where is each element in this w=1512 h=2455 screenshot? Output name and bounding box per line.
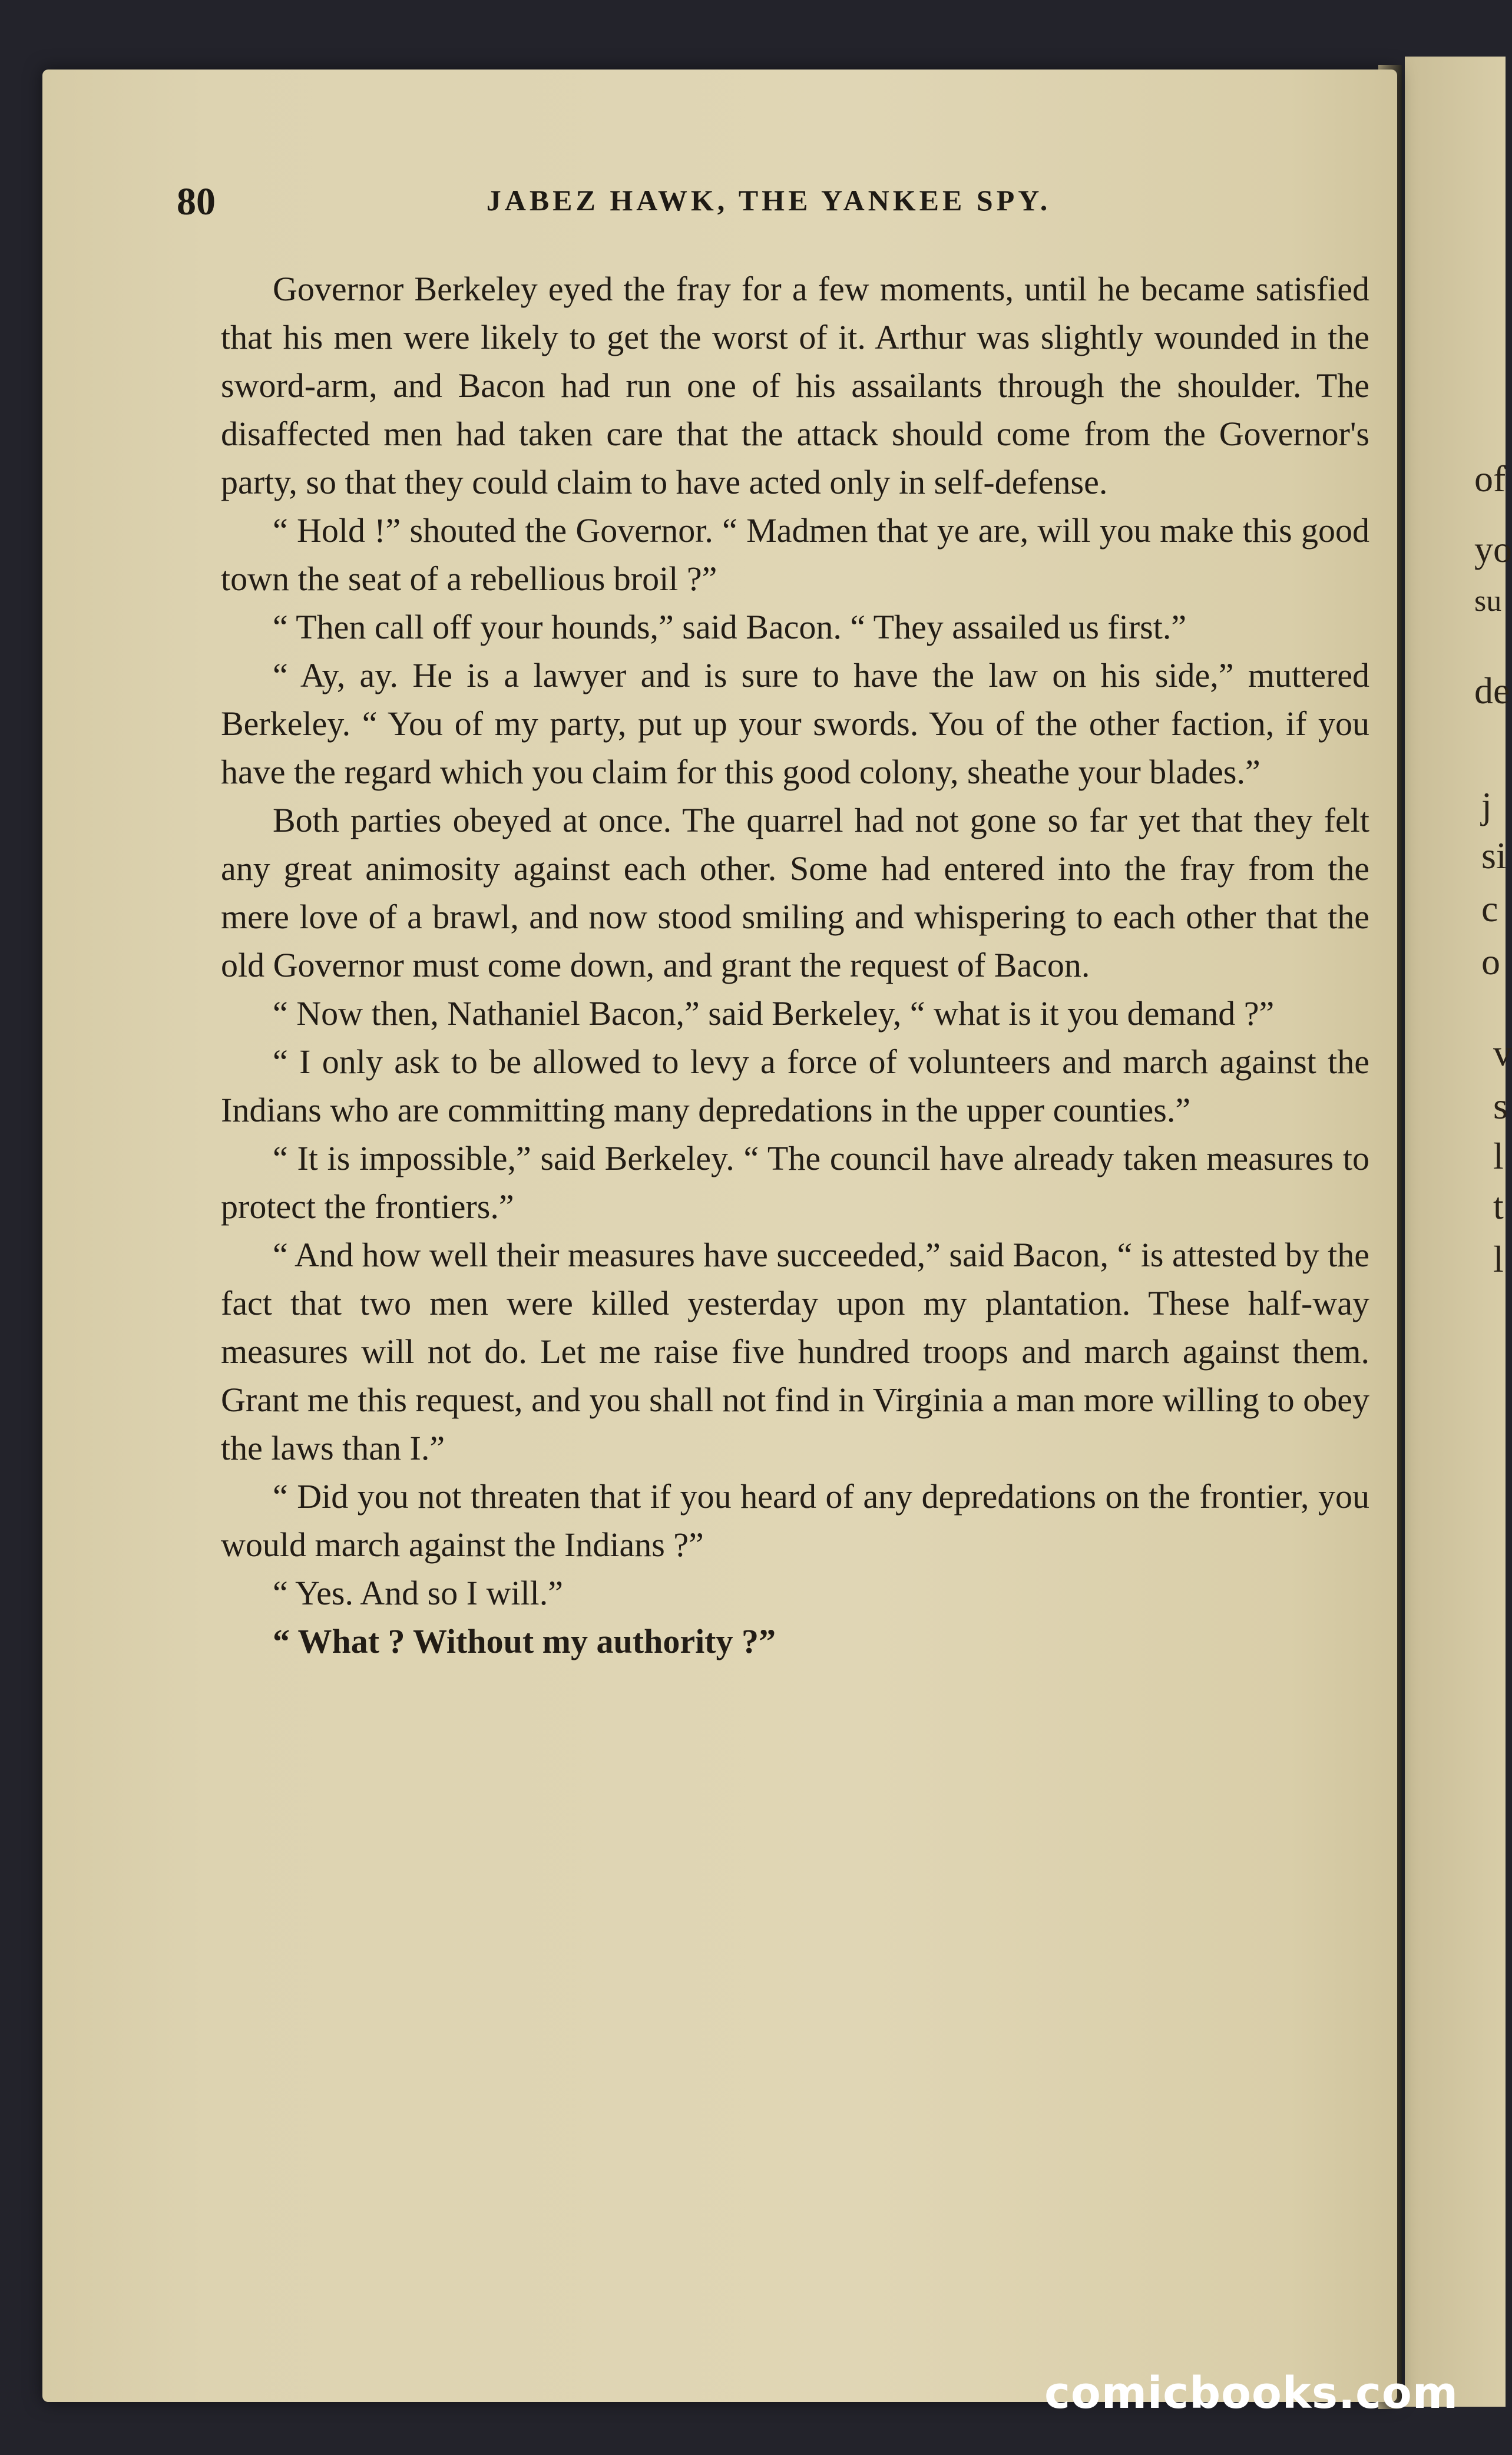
running-head: JABEZ HAWK, THE YANKEE SPY. (486, 184, 1051, 217)
paragraph: “ And how well their measures have succeeded,” said Bacon, “ is attested by the fact that two men were killed yesterday upon my plantation. These half-way measures will not do. Let me raise five hundred troops and march against them. Grant me this request, and you shall not find in Virginia a man more willing to obey the laws than I.” (221, 1236, 1369, 1467)
page-number: 80 (177, 180, 216, 223)
facing-page-fragment: l (1493, 1238, 1504, 1280)
facing-page-fragment: v (1493, 1032, 1512, 1074)
site-watermark: comicbooks.com (1044, 2368, 1458, 2418)
page-header (177, 180, 1361, 233)
facing-page-fragment: of (1474, 458, 1506, 499)
paragraph: “ Ay, ay. He is a lawyer and is sure to have the law on his side,” muttered Berkeley. “ You of my party, put up your swords. You of the other faction, if you have the regard which you claim for this good colony, sheathe your blades.” (221, 656, 1369, 791)
paragraph: “ Then call off your hounds,” said Bacon. “ They assailed us first.” (273, 608, 1187, 646)
paragraph: “ Yes. And so I will.” (273, 1574, 564, 1612)
paragraph: “ Now then, Nathaniel Bacon,” said Berkeley, “ what is it you demand ?” (273, 994, 1275, 1033)
facing-page-fragment: j (1481, 785, 1492, 826)
facing-page-edge (1405, 57, 1512, 2407)
paragraph: Both parties obeyed at once. The quarrel had not gone so far yet that they felt any great animosity against each other. Some had entered into the fray from the mere love of a brawl, and now stood smiling and whispering to each other that the old Governor must come down, and grant the request of Bacon. (221, 801, 1369, 984)
facing-page-fragment: yo (1474, 528, 1512, 570)
facing-page-fragment: c (1481, 888, 1498, 929)
facing-page-fragment: de (1474, 670, 1510, 712)
facing-page-fragment: t (1493, 1185, 1504, 1227)
facing-page-fragment: o (1481, 941, 1500, 982)
paragraph: “ What ? Without my authority ?” (273, 1622, 776, 1660)
facing-page-fragment: si (1481, 835, 1507, 876)
facing-page-fragment: su (1474, 584, 1502, 618)
paragraph: “ Did you not threaten that if you heard of any depredations on the frontier, you would march against the Indians ?” (221, 1477, 1369, 1564)
paragraph: “ Hold !” shouted the Governor. “ Madmen that ye are, will you make this good town the seat of a rebellious broil ?” (221, 511, 1369, 598)
facing-page-fragment: s (1493, 1085, 1508, 1127)
paragraph: Governor Berkeley eyed the fray for a few moments, until he became satisfied that his men were likely to get the worst of it. Arthur was slightly wounded in the sword-arm, and Bacon had run one of his assailants through the shoulder. The disaffected men had taken care that the attack should come from the Governor's party, so that they could claim to have acted only in self-defense. (221, 270, 1369, 501)
paragraph: “ I only ask to be allowed to levy a force of volunteers and march against the Indians who are committing many depredations in the upper counties.” (221, 1043, 1369, 1129)
paragraph: “ It is impossible,” said Berkeley. “ The council have already taken measures to protect the frontiers.” (221, 1139, 1369, 1226)
facing-page-fragment: l (1493, 1135, 1504, 1177)
body-text (221, 265, 1369, 1666)
